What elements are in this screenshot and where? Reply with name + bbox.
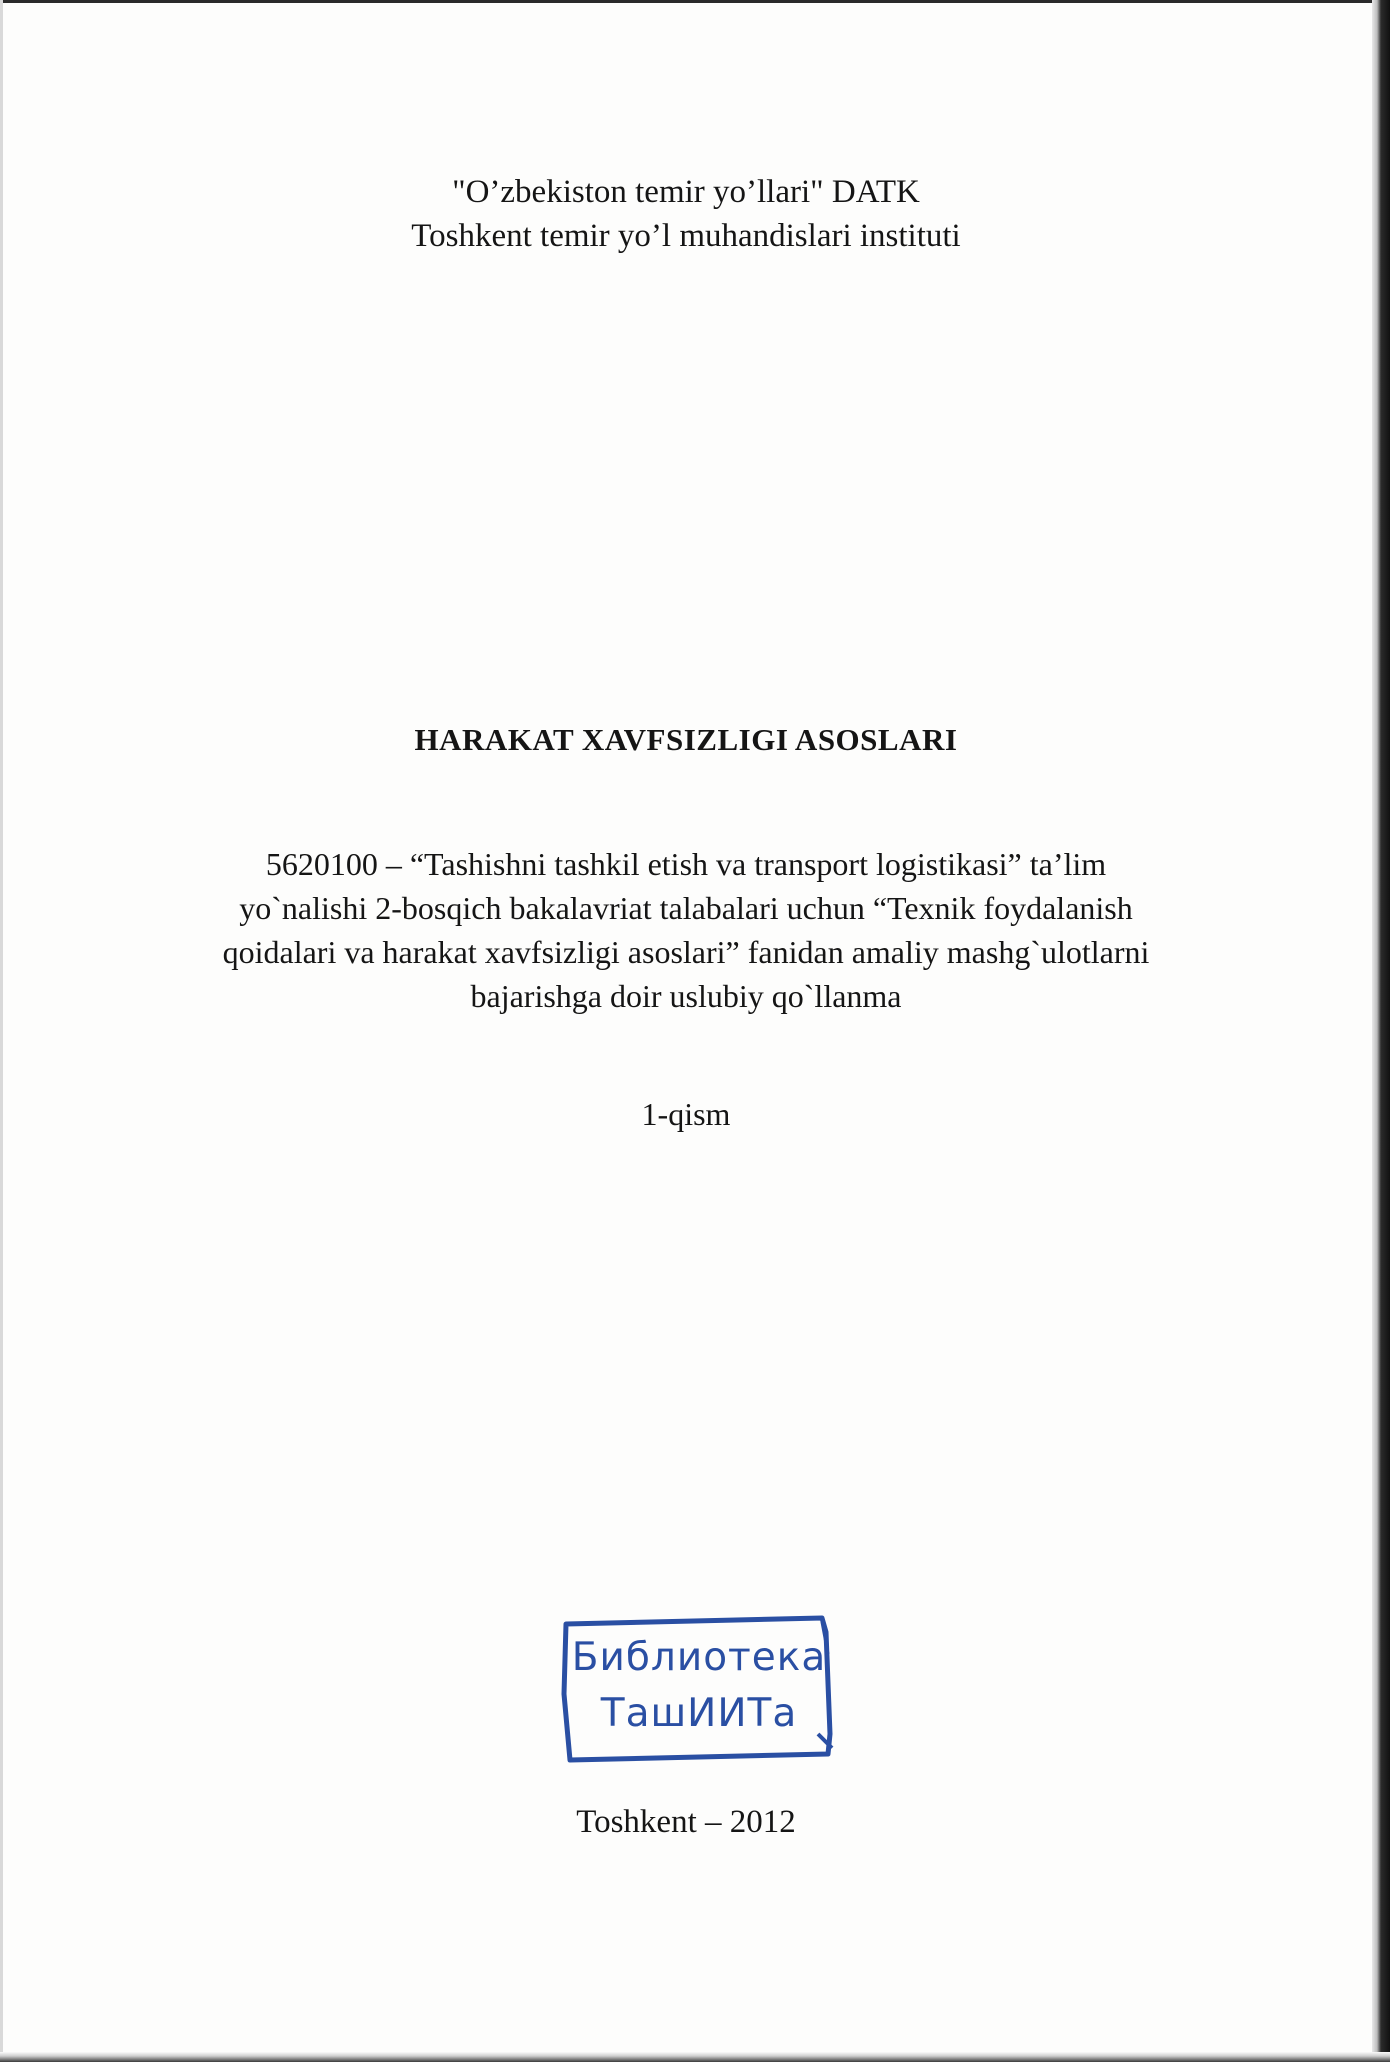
description-line: 5620100 – “Tashishni tashkil etish va transport logistikasi” ta’lim bbox=[265, 846, 1107, 882]
document-title: HARAKAT XAVFSIZLIGI ASOSLARI bbox=[414, 722, 958, 757]
stamp-text-library: Библиотека bbox=[571, 1635, 827, 1680]
stamp-text-institute: ТашИИТа bbox=[600, 1691, 798, 1736]
description-line: yo`nalishi 2-bosqich bakalavriat talabalari uchun “Texnik foydalanish bbox=[239, 890, 1133, 926]
library-stamp bbox=[560, 1614, 838, 1764]
city-year: Toshkent – 2012 bbox=[576, 1804, 796, 1840]
scan-edge-top bbox=[0, 0, 1390, 3]
scan-edge-left bbox=[0, 0, 3, 2062]
scan-edge-bottom bbox=[0, 2052, 1390, 2062]
part-label: 1-qism bbox=[641, 1096, 731, 1132]
description-line: qoidalari va harakat xavfsizligi asoslari” fanidan amaliy mashg`ulotlarni bbox=[222, 934, 1150, 970]
institute-name: Toshkent temir yo’l muhandislari instituti bbox=[411, 218, 961, 254]
scan-edge-right bbox=[1372, 0, 1390, 2062]
description-line: bajarishga doir uslubiy qo`llanma bbox=[470, 978, 902, 1014]
institution-header bbox=[0, 170, 1372, 258]
organization-name: "O’zbekiston temir yo’llari" DATK bbox=[452, 174, 920, 210]
document-description bbox=[130, 842, 1242, 1018]
